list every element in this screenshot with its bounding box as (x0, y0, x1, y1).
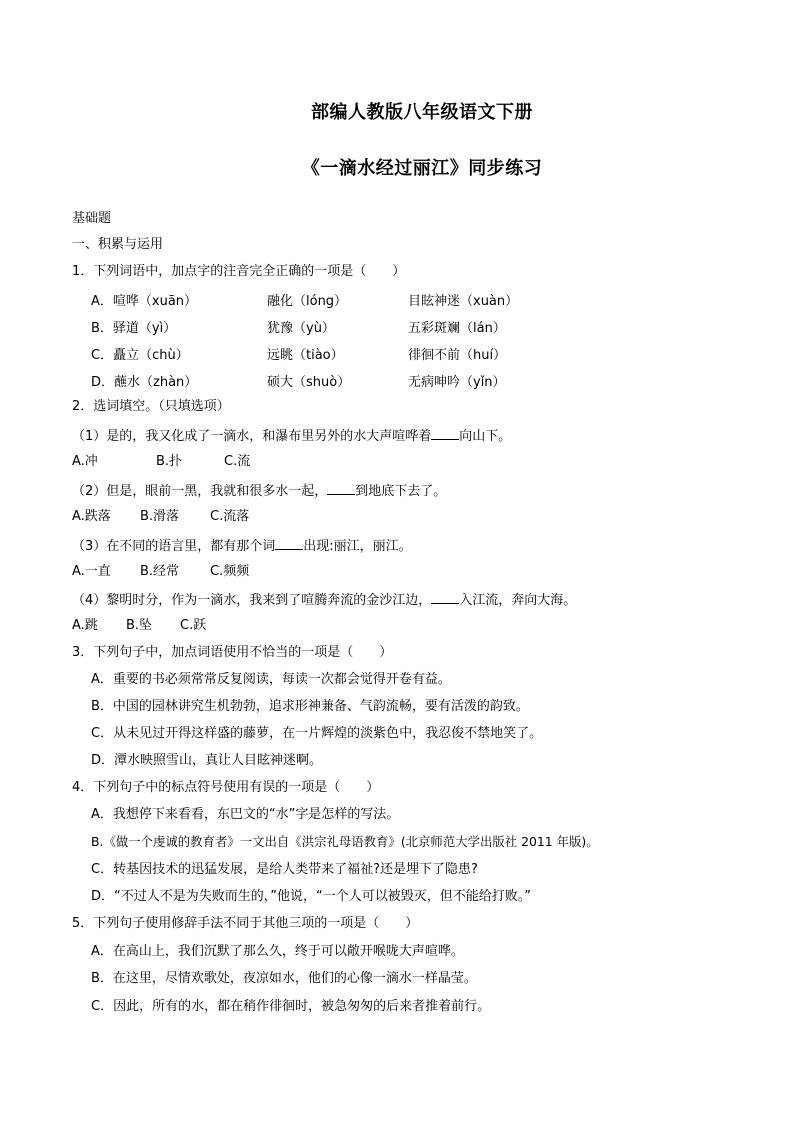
q1-option-b1: B．驿道（yì） (91, 321, 177, 336)
q2-s1-options (72, 453, 250, 471)
q1-option-b3: 五彩斑斓（lán） (408, 321, 506, 336)
q2-s4-pre: （4）黎明时分，作为一滴水，我来到了喧腾奔流的金沙江边， (72, 593, 432, 608)
q2-s2-blank (327, 481, 355, 495)
q2-s4-post: 入江流，奔向大海。 (459, 593, 577, 608)
q1-option-d2: 硕大（shuò） (267, 375, 351, 390)
q3-option-d: D．潭水映照雪山，真让人目眩神迷啊。 (91, 753, 323, 768)
q2-s3-options (72, 563, 249, 581)
q2-sentence-4 (72, 590, 576, 610)
q1-option-b2: 犹豫（yù） (267, 321, 335, 336)
q1-option-a3: 目眩神迷（xuàn） (408, 294, 519, 309)
q2-s4-options (72, 617, 206, 635)
q4-option-a: A．我想停下来看看，东巴文的“水”字是怎样的写法。 (91, 807, 400, 822)
q5-option-b: B．在这里，尽情欢歌处，夜凉如水，他们的心像一滴水一样晶莹。 (91, 971, 477, 986)
q2-s3-opt-b: B.经常 (140, 564, 180, 579)
q4-option-c: C．转基因技术的迅猛发展，是给人类带来了福祉?还是埋下了隐患? (91, 862, 478, 877)
q2-s4-opt-b: B.坠 (126, 618, 153, 633)
q2-s3-blank (275, 536, 303, 550)
q1-option-a1: A．喧哗（xuān） (91, 294, 198, 309)
q1-option-d1: D．蘸水（zhàn） (91, 375, 198, 390)
q2-s2-pre: （2）但是，眼前一黑，我就和很多水一起， (72, 484, 328, 499)
q4-option-d: D．“不过人不是为失败而生的，”他说，“一个人可以被毁灭，但不能给打败。” (91, 889, 531, 904)
q5-option-c: C．因此，所有的水，都在稍作徘徊时，被急匆匆的后来者推着前行。 (91, 999, 491, 1014)
q1-option-a2: 融化（lóng） (267, 294, 348, 309)
q4-option-b: B.《做一个虔诚的教育者》一文出自《洪宗礼母语教育》(北京师范大学出版社 2011 年版)。 (91, 834, 599, 849)
q5-option-a: A．在高山上，我们沉默了那么久，终于可以敞开喉咙大声喧哗。 (91, 944, 464, 959)
q2-s1-pre: （1）是的，我又化成了一滴水，和瀑布里另外的水大声喧哗着 (72, 429, 432, 444)
document-title: 部编人教版八年级语文下册 (311, 102, 533, 123)
q2-sentence-2 (72, 481, 446, 501)
section-label: 基础题 (72, 211, 112, 226)
q2-s2-post: 到地底下去了。 (355, 484, 447, 499)
q1-option-c2: 远眺（tiào） (267, 348, 344, 363)
q1-option-d3: 无病呻吟（yǐn） (408, 375, 506, 390)
q2-s4-blank (431, 590, 459, 604)
q3-option-c: C．从未见过开得这样盛的藤萝，在一片辉煌的淡紫色中，我忍俊不禁地笑了。 (91, 726, 543, 741)
q2-stem: 2．选词填空。（只填选项） (72, 399, 230, 414)
part-heading: 一、积累与运用 (72, 237, 164, 252)
q2-s1-post: 向山下。 (459, 429, 512, 444)
q1-stem: 1．下列词语中，加点字的注音完全正确的一项是（ ） (72, 264, 406, 279)
q2-s2-opt-c: C.流落 (210, 509, 250, 524)
q3-option-a: A．重要的书必须常常反复阅读，每读一次都会觉得开卷有益。 (91, 672, 451, 687)
q2-s4-opt-a: A.跳 (72, 618, 98, 633)
q2-s1-opt-c: C.流 (224, 454, 251, 469)
q2-s1-opt-b: B.扑 (156, 454, 183, 469)
q2-s3-pre: （3）在不同的语言里，都有那个词 (72, 539, 276, 554)
q2-s3-opt-a: A.一直 (72, 564, 111, 579)
q1-option-c1: C．矗立（chù） (91, 348, 189, 363)
q3-option-b: B．中国的园林讲究生机勃勃，追求形神兼备、气韵流畅，要有活泼的韵致。 (91, 699, 529, 714)
q2-s2-opt-b: B.滑落 (140, 509, 180, 524)
q2-s2-opt-a: A.跌落 (72, 509, 111, 524)
q2-s1-opt-a: A.冲 (72, 454, 98, 469)
q4-stem: 4．下列句子中的标点符号使用有误的一项是（ ） (72, 780, 380, 795)
q2-s2-options (72, 508, 249, 526)
q2-s1-blank (431, 426, 459, 440)
q2-s3-opt-c: C.频频 (210, 564, 250, 579)
q2-sentence-3 (72, 536, 412, 556)
q2-sentence-1 (72, 426, 511, 446)
q2-s3-post: 出现:丽江，丽江。 (303, 539, 412, 554)
q5-stem: 5．下列句子使用修辞手法不同于其他三项的一项是（ ） (72, 916, 419, 931)
document-subtitle: 《一滴水经过丽江》同步练习 (301, 158, 543, 179)
q1-option-c3: 徘徊不前（huí） (408, 348, 507, 363)
q2-s4-opt-c: C.跃 (180, 618, 207, 633)
q3-stem: 3．下列句子中，加点词语使用不恰当的一项是（ ） (72, 645, 393, 660)
